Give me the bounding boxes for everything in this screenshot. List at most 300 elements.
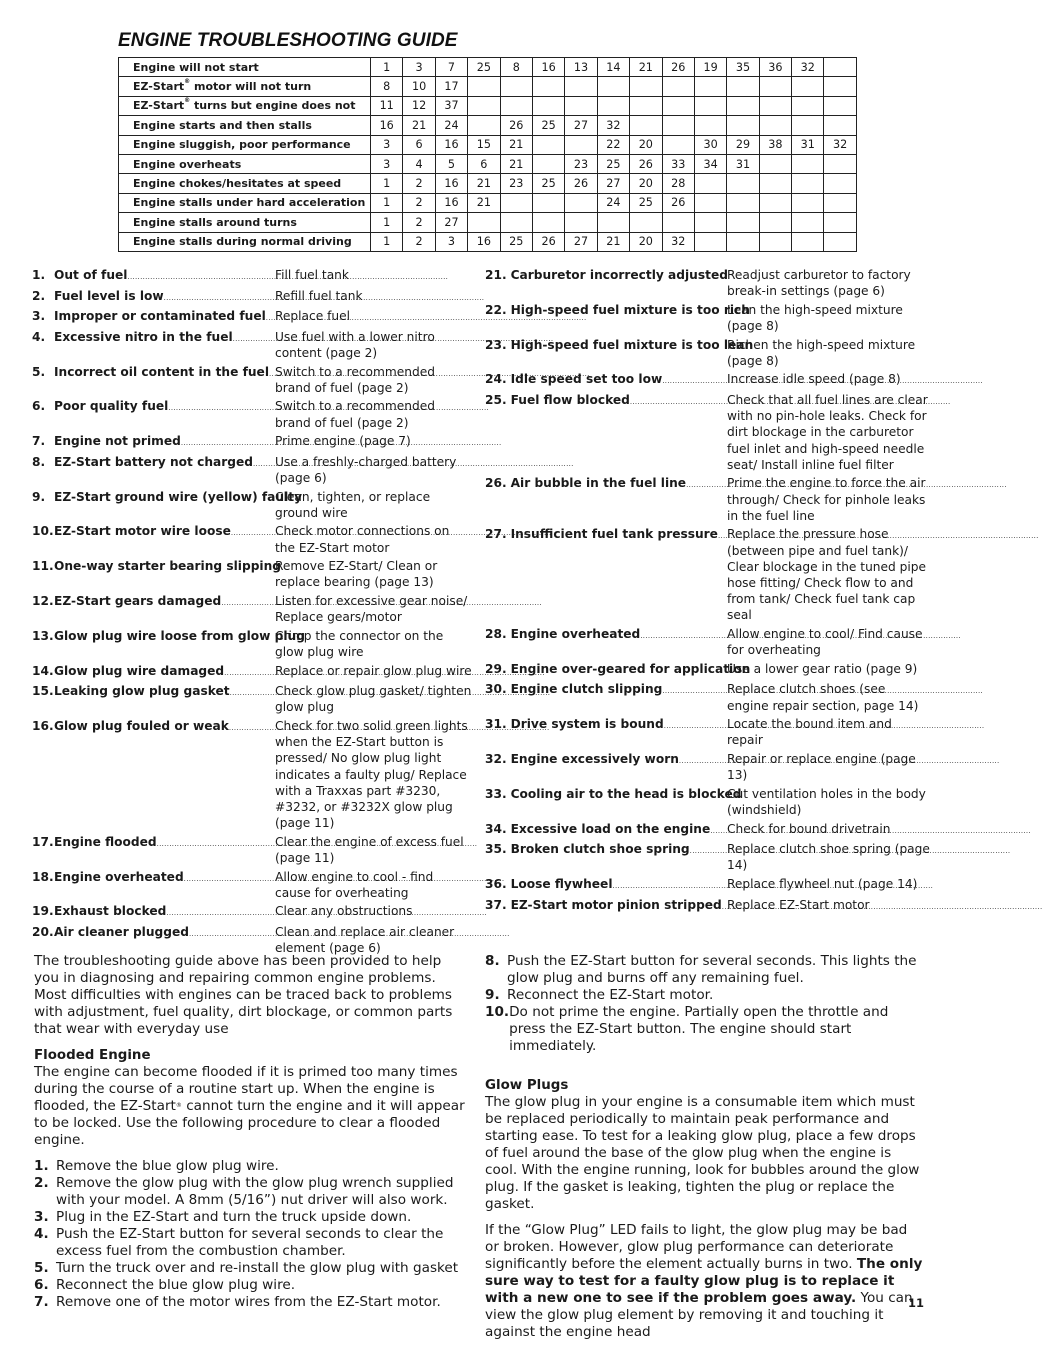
cause-remedy: Clean and replace air cleaner element (page 6)	[275, 924, 455, 956]
cause-number-cell	[792, 193, 824, 212]
procedure-step	[34, 1175, 470, 1209]
cause-number-cell: 24	[597, 193, 629, 212]
cause-label	[485, 681, 727, 713]
symptom-text: Engine stalls around turns	[133, 215, 297, 229]
cause-number-cell	[759, 232, 791, 251]
cause-item	[485, 751, 930, 783]
cause-remedy: Replace fuel	[275, 309, 350, 324]
cause-item	[485, 337, 930, 369]
flooded-steps-list-continued	[485, 953, 925, 1055]
cause-number-cell: 24	[435, 116, 467, 135]
procedure-step	[485, 987, 925, 1004]
cause-label	[485, 751, 727, 783]
flooded-steps-list	[34, 1158, 470, 1311]
row-symptom-label	[119, 58, 371, 77]
cause-number-cell	[565, 193, 597, 212]
cause-item	[485, 876, 930, 894]
cause-label	[485, 716, 727, 748]
cause-number-cell	[662, 135, 694, 154]
row-symptom-label	[119, 96, 371, 115]
cause-number-cell	[500, 193, 532, 212]
step-number: 4.	[34, 1226, 49, 1242]
cause-label	[32, 329, 275, 361]
glow-plugs-paragraph-2	[485, 1222, 925, 1341]
body-column-left	[34, 953, 470, 1311]
cause-remedy: Crimp the connector on the glow plug wire	[275, 628, 444, 659]
cause-number: 6.	[32, 399, 46, 414]
cause-number: 9.	[32, 489, 46, 504]
cause-name: Engine excessively worn	[510, 751, 679, 766]
cause-number-cell	[824, 232, 856, 251]
table-row	[119, 213, 857, 232]
cause-label	[32, 364, 275, 396]
cause-remedy: Check for bound drivetrain	[727, 821, 891, 836]
step-text: Remove the glow plug with the glow plug wrench supplied with your model. A 8mm (5/16”) nut driver will also work.	[56, 1175, 454, 1208]
cause-number-cell: 26	[662, 193, 694, 212]
cause-label	[32, 663, 275, 681]
cause-number-cell	[662, 116, 694, 135]
symptom-text: Engine stalls under hard acceleration	[133, 196, 366, 210]
cause-name: Drive system is bound	[510, 717, 664, 732]
cause-name: Excessive load on the engine	[510, 821, 711, 836]
cause-number-cell: 25	[468, 58, 500, 77]
cause-number: 15.	[32, 684, 54, 699]
cause-number-cell: 35	[727, 58, 759, 77]
cause-number: 22.	[485, 302, 507, 317]
cause-label	[32, 489, 303, 521]
row-symptom-label	[119, 135, 371, 154]
cause-number-cell	[759, 193, 791, 212]
cause-label	[485, 392, 727, 473]
cause-name: Engine flooded	[54, 834, 157, 849]
procedure-step	[34, 1260, 470, 1277]
table-row	[119, 193, 857, 212]
cause-name: High-speed fuel mixture is too lean	[510, 337, 754, 352]
cause-item	[485, 821, 930, 839]
cause-item	[32, 834, 472, 866]
cause-number-cell: 31	[792, 135, 824, 154]
cause-number-cell	[565, 213, 597, 232]
cause-number-cell: 6	[468, 154, 500, 173]
cause-number-cell	[694, 193, 726, 212]
cause-number-cell: 1	[371, 232, 403, 251]
cause-number-cell: 21	[403, 116, 435, 135]
cause-item	[32, 628, 472, 660]
cause-number-cell	[630, 77, 662, 96]
causes-list-right	[485, 267, 930, 917]
cause-item	[32, 267, 472, 285]
cause-label	[32, 924, 275, 956]
cause-name: Engine overheated	[510, 627, 641, 641]
cause-number-cell	[727, 116, 759, 135]
cause-item	[32, 903, 472, 921]
cause-name: Loose flywheel	[510, 876, 613, 891]
cause-number-cell	[824, 154, 856, 173]
cause-number-cell: 16	[468, 232, 500, 251]
cause-name: Exhaust blocked	[54, 904, 167, 919]
troubleshooting-table	[118, 57, 857, 252]
causes-list-left	[32, 267, 472, 959]
cause-name: Fuel level is low	[54, 288, 164, 303]
cause-item	[32, 663, 472, 681]
cause-number-cell: 21	[468, 193, 500, 212]
cause-name: Excessive nitro in the fuel	[54, 329, 233, 344]
cause-number-cell: 25	[532, 116, 564, 135]
cause-number-cell	[565, 135, 597, 154]
cause-item	[32, 683, 472, 715]
cause-label	[485, 626, 727, 658]
procedure-step	[485, 953, 925, 987]
flooded-engine-heading: Flooded Engine	[34, 1048, 151, 1063]
row-symptom-label	[119, 213, 371, 232]
cause-number-cell: 25	[532, 174, 564, 193]
cause-number: 23.	[485, 337, 507, 352]
glow-plugs-heading: Glow Plugs	[485, 1078, 569, 1093]
symptom-text: EZ-Start	[133, 80, 185, 94]
cause-item	[32, 329, 472, 361]
cause-number-cell	[630, 96, 662, 115]
cause-number-cell	[792, 116, 824, 135]
cause-name: Cooling air to the head is blocked	[510, 786, 742, 801]
cause-number-cell: 11	[371, 96, 403, 115]
cause-item	[485, 897, 930, 915]
cause-remedy: Allow engine to cool - find cause for overheating	[275, 869, 434, 900]
cause-number-cell: 32	[824, 135, 856, 154]
cause-number-cell: 26	[662, 58, 694, 77]
cause-number-cell: 26	[532, 232, 564, 251]
cause-number-cell	[532, 77, 564, 96]
symptom-text: EZ-Start	[133, 99, 185, 113]
cause-remedy: Locate the bound item and repair	[727, 717, 892, 748]
cause-remedy: Switch to a recommended brand of fuel (page 2)	[275, 399, 435, 430]
cause-item	[485, 371, 930, 389]
cause-number-cell	[468, 96, 500, 115]
cause-number: 31.	[485, 717, 507, 732]
cause-number-cell: 30	[694, 135, 726, 154]
row-symptom-label	[119, 232, 371, 251]
cause-name: Air bubble in the fuel line	[510, 476, 687, 491]
symptom-text: Engine chokes/hesitates at speed	[133, 177, 342, 191]
cause-item	[32, 718, 472, 831]
body-column-right	[485, 953, 925, 1350]
cause-item	[485, 841, 930, 873]
cause-number-cell	[694, 77, 726, 96]
cause-remedy: Use a freshly-charged battery (page 6)	[275, 454, 457, 485]
cause-label	[485, 302, 750, 334]
cause-item	[32, 433, 472, 451]
cause-number-cell: 2	[403, 174, 435, 193]
registered-mark: ®	[175, 1102, 182, 1109]
row-symptom-label	[119, 116, 371, 135]
cause-number-cell	[792, 154, 824, 173]
step-text: Reconnect the EZ-Start motor.	[507, 987, 714, 1003]
cause-number-cell: 16	[435, 135, 467, 154]
cause-number-cell: 6	[403, 135, 435, 154]
step-text: Reconnect the blue glow plug wire.	[56, 1277, 296, 1293]
cause-number-cell: 4	[403, 154, 435, 173]
cause-number-cell: 10	[403, 77, 435, 96]
cause-item	[485, 526, 930, 623]
cause-name: EZ-Start battery not charged	[54, 454, 253, 469]
cause-name: Improper or contaminated fuel	[54, 309, 266, 324]
cause-number-cell	[824, 116, 856, 135]
cause-label	[32, 308, 275, 326]
cause-name: EZ-Start ground wire (yellow) faulty	[54, 489, 303, 504]
cause-number-cell	[759, 77, 791, 96]
cause-number-cell: 27	[565, 116, 597, 135]
cause-remedy: Prime engine (page 7)	[275, 434, 411, 449]
cause-number: 36.	[485, 876, 507, 891]
cause-remedy: Check for two solid green lights when the EZ-Start button is pressed/ No glow plug light indicates a faulty plug/ Replace with a Traxxas part #3230, #3232, or #3232X glow plug (page 11)	[275, 718, 468, 831]
cause-number-cell: 13	[565, 58, 597, 77]
cause-number-cell	[532, 96, 564, 115]
cause-number-cell	[727, 232, 759, 251]
cause-number-cell: 34	[694, 154, 726, 173]
cause-number-cell	[759, 213, 791, 232]
cause-number-cell: 32	[662, 232, 694, 251]
step-number: 2.	[34, 1175, 49, 1191]
cause-item	[32, 523, 472, 555]
cause-number-cell: 26	[565, 174, 597, 193]
cause-remedy: Switch to a recommended brand of fuel (page 2)	[275, 364, 435, 395]
cause-remedy: Replace clutch shoe spring (page 14)	[727, 842, 930, 873]
cause-number-cell	[694, 96, 726, 115]
cause-number-cell	[532, 193, 564, 212]
cause-name: Carburetor incorrectly adjusted	[510, 268, 728, 282]
cause-item	[32, 454, 472, 486]
cause-remedy: Clear the engine of excess fuel (page 11)	[275, 834, 464, 865]
symptom-text: Engine overheats	[133, 157, 242, 171]
cause-number-cell	[824, 193, 856, 212]
flooded-engine-paragraph	[34, 1064, 470, 1149]
cause-label	[485, 821, 727, 839]
cause-number-cell	[565, 77, 597, 96]
cause-number: 19.	[32, 904, 54, 919]
symptom-text: Engine sluggish, poor performance	[133, 138, 351, 152]
cause-number-cell	[468, 213, 500, 232]
cause-number-cell: 16	[435, 174, 467, 193]
cause-label	[32, 523, 275, 555]
cause-number-cell: 36	[759, 58, 791, 77]
cause-number-cell	[565, 96, 597, 115]
cause-name: EZ-Start gears damaged	[54, 593, 222, 608]
cause-remedy: Lean the high-speed mixture (page 8)	[727, 302, 903, 333]
cause-number-cell	[694, 174, 726, 193]
cause-number-cell: 16	[435, 193, 467, 212]
cause-label	[32, 718, 275, 831]
cause-number-cell	[759, 154, 791, 173]
cause-number: 34.	[485, 821, 507, 836]
cause-remedy: Clean, tighten, or replace ground wire	[275, 489, 431, 520]
cause-name: One-way starter bearing slipping	[54, 559, 281, 574]
cause-number-cell	[727, 213, 759, 232]
cause-remedy: Check motor connections on the EZ-Start motor	[275, 524, 450, 555]
cause-label	[485, 526, 727, 623]
cause-name: Engine overheated	[54, 869, 184, 884]
cause-number-cell: 15	[468, 135, 500, 154]
table-row	[119, 232, 857, 251]
cause-number-cell: 31	[727, 154, 759, 173]
cause-number: 14.	[32, 663, 54, 678]
cause-number-cell: 23	[500, 174, 532, 193]
cause-number-cell	[500, 96, 532, 115]
cause-remedy: Repair or replace engine (page 13)	[727, 751, 916, 783]
cause-item	[485, 661, 930, 679]
cause-label	[485, 337, 754, 369]
cause-label	[32, 454, 275, 486]
cause-number-cell: 2	[403, 232, 435, 251]
cause-number-cell	[792, 213, 824, 232]
step-text: Remove one of the motor wires from the EZ-Start motor.	[56, 1294, 441, 1310]
cause-item	[32, 869, 472, 901]
procedure-step	[34, 1158, 470, 1175]
cause-number: 24.	[485, 372, 507, 387]
cause-number: 33.	[485, 786, 507, 801]
cause-number-cell: 1	[371, 58, 403, 77]
cause-remedy: Richen the high-speed mixture (page 8)	[727, 337, 916, 368]
row-symptom-label	[119, 174, 371, 193]
cause-label	[32, 558, 281, 590]
cause-number: 29.	[485, 661, 507, 676]
cause-item	[32, 398, 472, 430]
cause-number-cell	[824, 77, 856, 96]
cause-remedy: Fill fuel tank	[275, 268, 349, 282]
cause-number-cell: 17	[435, 77, 467, 96]
cause-number-cell: 2	[403, 213, 435, 232]
cause-number-cell	[727, 174, 759, 193]
step-text: Turn the truck over and re-install the glow plug with gasket	[56, 1260, 459, 1276]
cause-number-cell: 21	[500, 154, 532, 173]
cause-remedy: Increase idle speed (page 8)	[727, 372, 901, 387]
cause-remedy: Check that all fuel lines are clear with no pin-hole leaks. Check for dirt blockage in the carburetor fuel inlet and high-speed needle seat/ Install inline fuel filter	[727, 392, 928, 472]
cause-label	[32, 834, 275, 866]
cause-label	[485, 371, 727, 389]
row-symptom-label	[119, 77, 371, 96]
row-symptom-label	[119, 154, 371, 173]
cause-number-cell	[597, 96, 629, 115]
cause-label	[32, 593, 275, 625]
cause-name: Idle speed set too low	[510, 372, 663, 387]
cause-number-cell	[630, 213, 662, 232]
cause-number-cell: 21	[597, 232, 629, 251]
cause-number-cell	[759, 96, 791, 115]
cause-number-cell	[694, 232, 726, 251]
cause-number-cell	[630, 116, 662, 135]
cause-number-cell: 22	[597, 135, 629, 154]
cause-item	[32, 489, 472, 521]
cause-number-cell: 37	[435, 96, 467, 115]
cause-number-cell: 16	[371, 116, 403, 135]
cause-label	[32, 903, 275, 921]
symptom-text: Engine will not start	[133, 60, 259, 74]
cause-number: 8.	[32, 454, 46, 469]
cause-number: 7.	[32, 434, 46, 449]
step-number: 6.	[34, 1277, 49, 1293]
cause-number-cell: 23	[565, 154, 597, 173]
cause-number-cell	[792, 232, 824, 251]
cause-number: 2.	[32, 288, 46, 303]
cause-name: Glow plug wire loose from glow plug	[54, 628, 305, 643]
cause-number-cell	[759, 116, 791, 135]
cause-number-cell	[532, 154, 564, 173]
cause-number: 16.	[32, 718, 54, 733]
cause-number-cell	[727, 193, 759, 212]
cause-number-cell: 20	[630, 174, 662, 193]
cause-number: 10.	[32, 524, 54, 539]
procedure-step	[34, 1209, 470, 1226]
cause-number-cell: 8	[500, 58, 532, 77]
cause-number-cell: 27	[435, 213, 467, 232]
cause-name: Glow plug wire damaged	[54, 663, 225, 678]
cause-name: Incorrect oil content in the fuel	[54, 364, 270, 379]
cause-number-cell	[824, 174, 856, 193]
cause-number-cell: 14	[597, 58, 629, 77]
cause-number-cell: 19	[694, 58, 726, 77]
cause-number-cell: 8	[371, 77, 403, 96]
table-row	[119, 154, 857, 173]
cause-number: 3.	[32, 309, 46, 324]
cause-number: 21.	[485, 268, 507, 282]
cause-number-cell	[597, 77, 629, 96]
cause-remedy: Cut ventilation holes in the body (windshield)	[727, 786, 926, 817]
cause-remedy: Clear any obstructions	[275, 904, 413, 919]
step-text: Plug in the EZ-Start and turn the truck upside down.	[56, 1209, 412, 1225]
cause-item	[32, 308, 472, 326]
cause-item	[485, 716, 930, 748]
cause-number-cell: 1	[371, 213, 403, 232]
cause-remedy: Check glow plug gasket/ tighten glow plug	[275, 684, 472, 715]
cause-number-cell: 32	[597, 116, 629, 135]
cause-number-cell	[468, 77, 500, 96]
cause-remedy: Replace EZ-Start motor	[727, 897, 870, 912]
cause-remedy: Use a lower gear ratio (page 9)	[727, 661, 918, 676]
cause-number-cell	[727, 96, 759, 115]
step-number: 5.	[34, 1260, 49, 1276]
cause-number-cell: 16	[532, 58, 564, 77]
cause-name: Fuel flow blocked	[510, 392, 630, 407]
cause-number-cell: 20	[630, 135, 662, 154]
page-title: ENGINE TROUBLESHOOTING GUIDE	[118, 30, 458, 51]
procedure-step	[34, 1226, 470, 1260]
cause-number: 20.	[32, 924, 54, 939]
cause-item	[485, 475, 930, 524]
cause-remedy: Readjust carburetor to factory break-in settings (page 6)	[727, 268, 911, 299]
cause-number-cell	[824, 213, 856, 232]
cause-number-cell: 5	[435, 154, 467, 173]
cause-remedy: Replace or repair glow plug wire	[275, 663, 472, 678]
table-row	[119, 116, 857, 135]
cause-label	[32, 869, 275, 901]
cause-number-cell	[532, 213, 564, 232]
cause-number-cell	[662, 213, 694, 232]
cause-number: 11.	[32, 559, 54, 574]
cause-number-cell: 1	[371, 193, 403, 212]
flooded-text-1: The engine can become flooded if it is primed too many times during the course of a routine start up. When the engine is flooded, the EZ-Start	[34, 1064, 458, 1114]
cause-number: 5.	[32, 364, 46, 379]
symptom-text: Engine starts and then stalls	[133, 118, 312, 132]
cause-number: 27.	[485, 527, 507, 542]
cause-item	[32, 558, 472, 590]
cause-name: EZ-Start motor pinion stripped	[510, 897, 722, 912]
cause-number-cell: 3	[435, 232, 467, 251]
cause-label	[485, 267, 727, 299]
cause-remedy: Use fuel with a lower nitro content (page 2)	[275, 329, 435, 360]
cause-label	[32, 267, 275, 285]
cause-name: Broken clutch shoe spring	[510, 842, 690, 857]
cause-name: Out of fuel	[54, 268, 128, 282]
cause-number: 37.	[485, 897, 507, 912]
table-row	[119, 96, 857, 115]
